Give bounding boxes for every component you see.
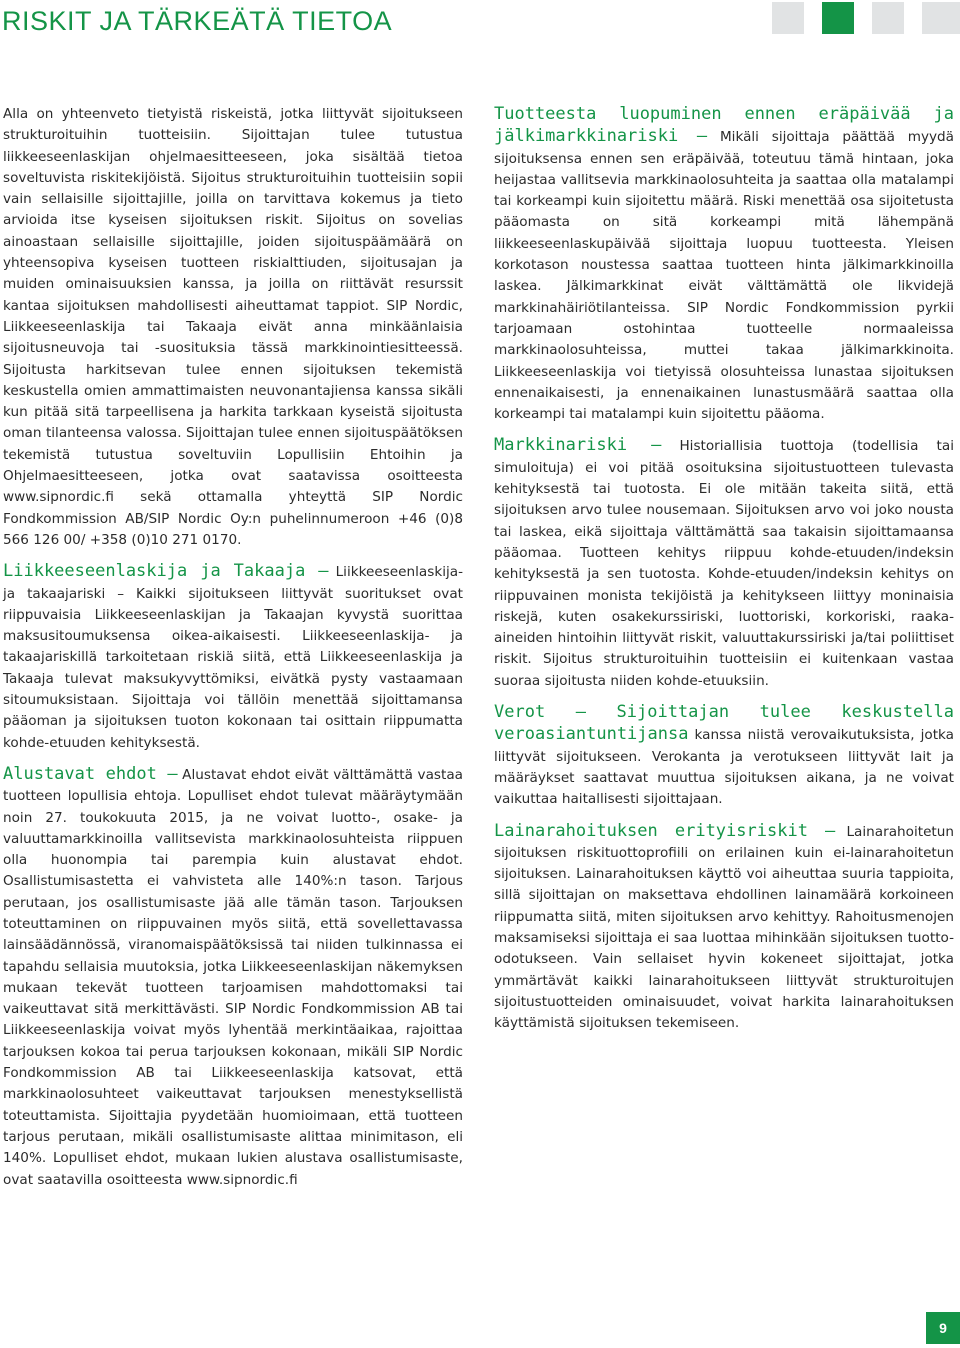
leverage-risk-text: Lainarahoitetun sijoituksen riskituottoprofiili on erilainen kuin ei-lainarahoitetun sijoituksen. Lainarahoituksen käyttö voi aiheuttaa suuria tappioita, sillä sijoittajan on maksettava ehdollinen lainamäärä korkoineen riippumatta siitä, miten sijoituksen arvo kehittyy. Rahoitusmenojen maksamiseksi sijoittaja ei saa luottaa mihinkään sijoituksen tuotto-odotukseen. Vain sellaiset hyvin kokeneet sijoittajat, jotka ymmärtävät kaikki lainarahoitukseen liittyvät strukturoitujen sijoitustuotteiden ominaisuudet, voivat harkita lainarahoituksen käyttämistä sijoituksen tekemiseen. bbox=[494, 823, 954, 1032]
market-risk-heading: Markkinariski – bbox=[494, 435, 662, 456]
decor-square bbox=[922, 2, 960, 34]
leverage-risk-heading: Lainarahoituksen erityisriskit – bbox=[494, 820, 836, 841]
market-risk-text: Historiallisia tuottoja (todellisia tai simuloituja) ei voi pitää osoituksina sijoitustuotteen tulevasta kehityksestä tai tuotosta. Ei ole mitään takeita siitä, että sijoituksen arvo tulee nousemaan. Sijoituksen arvo voi joko nousta tai laskea, eikä sijoittaja välttämättä saa takaisin sijoittamaansa pääomaa. Tuotteen kehitys riippuu kohde-etuuden/indeksin kehityksestä ja sen tuotosta. Kohde-etuuden/indeksin kehitys on riippuvainen monista tekijöistä ja kehitykseen liittyy moninaisia riskejä, kuten osakekurssiriski, luottoriski, korkoriski, raaka-aineiden hintoihin liittyvät riskit, valuuttakurssiriski ja/tai poliittiset riskit. Sijoitus strukturoituihin tuotteisiin ei kuitenkaan vastaa suoraa sijoitusta niiden kohde-etuuksiin. bbox=[494, 438, 954, 689]
secondary-market-text: Mikäli sijoittaja päättää myydä sijoituksensa ennen sen eräpäivää, toteutuu tämä hintaan, joka heijastaa vallitsevia markkinaolosuhteita ja saattaa olla matalampi tai korkeampi kuin sijoitettu määrä. Riski menettää osa sijoitetusta pääomasta on sitä korkeampi mitä lähempänä liikkeeseenlaskupäivää sijoittaja luopuu tuotteesta. Yleisen korkotason noustessa saattaa tuotteen hinta jälkimarkkinoilla laskea. Jälkimarkkinat eivät välttämättä ole likvidejä markkinahäiriötilanteissa. SIP Nordic Fondkommission pyrkii tarjoamaan ostohintaa tuotteelle normaaleissa markkinaolosuhteissa, muttei takaa jälkimarkkinoita. Liikkeeseenlaskija voi tietyissä olosuhteissa lunastaa sijoituksen ennenaikaisesti, ja ennenaikainen lunastusmäärä saattaa olla korkeampi tai matalampi kuin sijoitettu pääoma. bbox=[494, 129, 954, 423]
taxes-text: kanssa niistä verovaikutuksista, jotka liittyvät sijoitukseen. Verokanta ja verotukseen liittyvät lait ja määräykset saattavat muuttua sijoituksen aikana, ja ne voivat vaikuttaa haitallisesti sijoittajaan. bbox=[494, 727, 954, 808]
preliminary-terms-heading: Alustavat ehdot – bbox=[3, 763, 178, 784]
page-number: 9 bbox=[926, 1312, 960, 1344]
issuer-risk-text: Liikkeeseenlaskija- ja takaajariski – Kaikki sijoitukseen liittyvät suoritukset ovat riippuvaisia Liikkeeseenlaskijan ja Takaajan kyvystä suorittaa maksusitoumuksensa oikea-aikaisesti. Liikkeeseenlaskija- ja takaajariskillä tarkoitetaan riskiä siitä, että Liikkeeseenlaskija ja Takaaja tulevat maksukyvyttömiksi, eivätkä pysty vastaamaan sitoumuksistaan. Sijoittaja voi tällöin menettää sijoittamansa pääoman ja sijoituksen tuoton kokonaan tai osittain riippumatta kohde-etuuden kehityksestä. bbox=[3, 564, 463, 751]
taxes-heading: Verot – Sijoittajan tulee keskustella veroasiantuntijansa bbox=[494, 702, 954, 745]
intro-paragraph: Alla on yhteenveto tietyistä riskeistä, jotka liittyvät sijoitukseen strukturoituihin tuotteisiin. Sijoittajan tulee tutustua liikkeeseenlaskijan ohjelmaesitteeseen, joka sisältää tietoa soveltuvista riskitekijöistä. Sijoitus strukturoituihin tuotteisiin sopii vain sellaisille sijoittajille, joilla on tarvittava kokemus ja tieto arvioida itse kyseisen sijoituksen riskit. Sijoitus on sovelias ainoastaan sellaisille sijoittajille, joiden sijoituspäämäärä on yhteensopiva kyseisen tuotteen riskialttiuden, sijoitusajan ja muiden ominaisuuksien kanssa, ja joilla on riittävät resurssit kantaa sijoituksen mahdollisesti aiheuttamat tappiot. SIP Nordic, Liikkeeseenlaskija tai Takaaja eivät anna minkäänlaisia sijoitusneuvoja tai -suosituksia tässä markkinointiesitteessä. Sijoitusta harkitsevan tulee ennen sijoituksen tekemistä keskustella omien ammattimaisten neuvonantajiensa kanssa sikäli kun pitää sitä tarpeellisena ja harkita tarkkaan kyseistä sijoitusta oman tilanteensa valossa. Sijoittajan tulee ennen sijoituspäätöksen tekemistä tutustua soveltuviin Lopullisiin Ehtoihin ja Ohjelmaesitteeseen, jotka ovat saatavissa osoitteesta www.sipnordic.fi sekä ottamalla yhteyttä SIP Nordic Fondkommission AB/SIP Nordic Oy:n puhelinnumeroon +46 (0)8 566 126 00/ +358 (0)10 271 0170. bbox=[3, 106, 463, 548]
page-title: RISKIT JA TÄRKEÄTÄ TIETOA bbox=[2, 6, 393, 36]
taxes-section bbox=[494, 702, 954, 810]
secondary-market-section bbox=[494, 104, 954, 425]
leverage-risk-section bbox=[494, 821, 954, 1035]
left-column bbox=[3, 104, 463, 1201]
issuer-risk-section bbox=[3, 561, 463, 754]
right-column bbox=[494, 104, 954, 1044]
secondary-market-heading: Tuotteesta luopuminen ennen eräpäivää ja jälkimarkkinariski – bbox=[494, 104, 954, 147]
issuer-risk-heading: Liikkeeseenlaskija ja Takaaja – bbox=[3, 561, 329, 582]
preliminary-terms-section bbox=[3, 764, 463, 1191]
decor-square bbox=[872, 2, 904, 34]
preliminary-terms-text: Alustavat ehdot eivät välttämättä vastaa tuotteen lopullisia ehtoja. Lopulliset ehdot tulevat määräytymään noin 27. toukokuuta 2015, ja ne voivat luotto-, osake- ja valuuttamarkkinoilla vallitsevista markkinaolosuhteista riippuen olla huonompia tai parempia kuin alustavat ehdot. Osallistumisastetta ei vahvisteta alle 140%:n tason. Tarjous perutaan, jos osallistumisaste jää alle tämän tason. Tarjouksen toteuttaminen on riippuvainen myös siitä, että sovellettavassa lainsäädännössä, viranomaispäätöksissä tai niiden tulkinnassa ei tapahdu sellaisia muutoksia, jotka Liikkeeseenlaskijan näkemyksen mukaan tekevät tuotteen tarjoamisen mahdottomaksi tai vaikeuttavat sitä merkittävästi. SIP Nordic Fondkommission AB tai Liikkeeseenlaskija voivat myös lyhentää merkintäaikaa, rajoittaa tarjouksen kokoa tai perua tarjouksen kokonaan, mikäli SIP Nordic Fondkommission AB tai Liikkeeseenlaskija katsovat, että markkinaolosuhteet vaikeuttavat tarjouksen menestyksellistä toteuttamista. Sijoittajia pyydetään huomioimaan, että tuotteen tarjous perutaan, mikäli osallistumisaste alittaa minimitason, eli 140%. Lopulliset ehdot, mukaan lukien alustava osallistumisaste, ovat saatavilla osoitteesta www.sipnordic.fi bbox=[3, 766, 463, 1188]
decor-square-accent bbox=[822, 2, 854, 34]
market-risk-section bbox=[494, 435, 954, 692]
decor-square bbox=[772, 2, 804, 34]
